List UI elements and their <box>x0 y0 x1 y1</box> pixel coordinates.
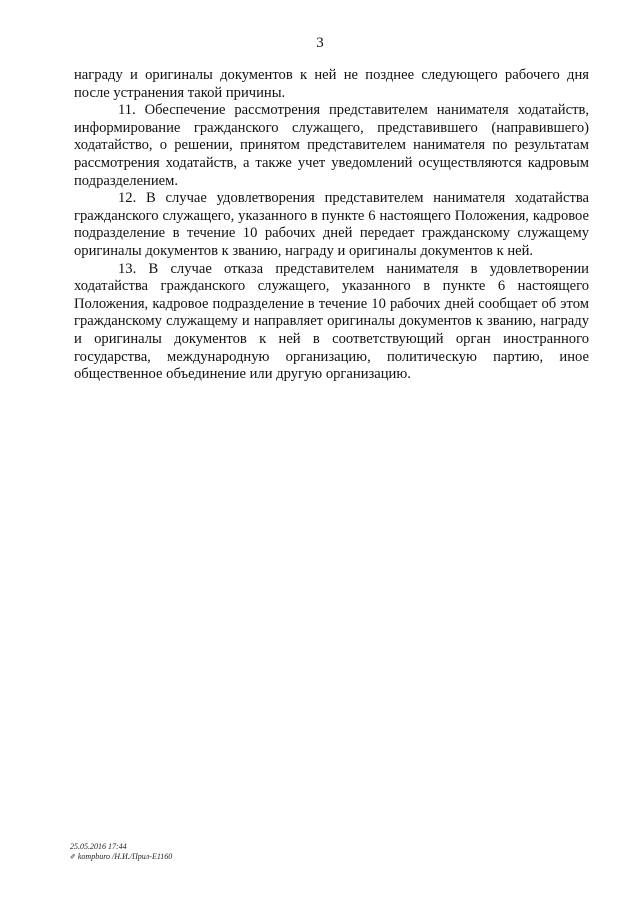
paragraph-text: В случае отказа представителем нанимателя в удовлетворении ходатайства гражданского служащего, указанного в пункте 6 настоящего Положения, кадровое подразделение в течение 10 рабочих дней сообщает об этом гражданскому служащему и направляет оригиналы документов к званию, награду и оригиналы документов к ней в соответствующий орган иностранного государства, международную организацию, политическую партию, иное общественное объединение или другую организацию. <box>74 260 589 383</box>
footer-date: 25.05.2016 17:44 <box>70 842 127 851</box>
document-footer <box>70 842 172 862</box>
file-icon: ✐ <box>70 853 76 861</box>
paragraph-12 <box>74 190 589 260</box>
page-number: 3 <box>316 35 324 51</box>
paragraph-text: награду и оригиналы документов к ней не позднее следующего рабочего дня после устранения такой причины. <box>74 67 589 101</box>
paragraph-continuation <box>74 67 589 102</box>
paragraph-11 <box>74 102 589 190</box>
footer-file-line <box>70 852 172 862</box>
document-body <box>74 67 589 384</box>
footer-file: kompburo /Н.И./Прил-Е1160 <box>77 852 173 861</box>
paragraph-13 <box>74 261 589 384</box>
paragraph-number: 12. <box>118 190 137 207</box>
paragraph-text: Обеспечение рассмотрения представителем нанимателя ходатайств, информирование гражданского служащего, представившего (направившего) ходатайство, о решении, принятом представителем нанимателя по результатам рассмотрения ходатайств, а также учет уведомлений осуществляются кадровым подразделением. <box>74 102 589 189</box>
paragraph-number: 13. <box>118 260 137 277</box>
paragraph-number: 11. <box>118 102 136 119</box>
paragraph-text: В случае удовлетворения представителем нанимателя ходатайства гражданского служащего, указанного в пункте 6 настоящего Положения, кадровое подразделение в течение 10 рабочих дней передает гражданскому служащему оригиналы документов к званию, награду и оригиналы документов к ней. <box>74 190 589 259</box>
